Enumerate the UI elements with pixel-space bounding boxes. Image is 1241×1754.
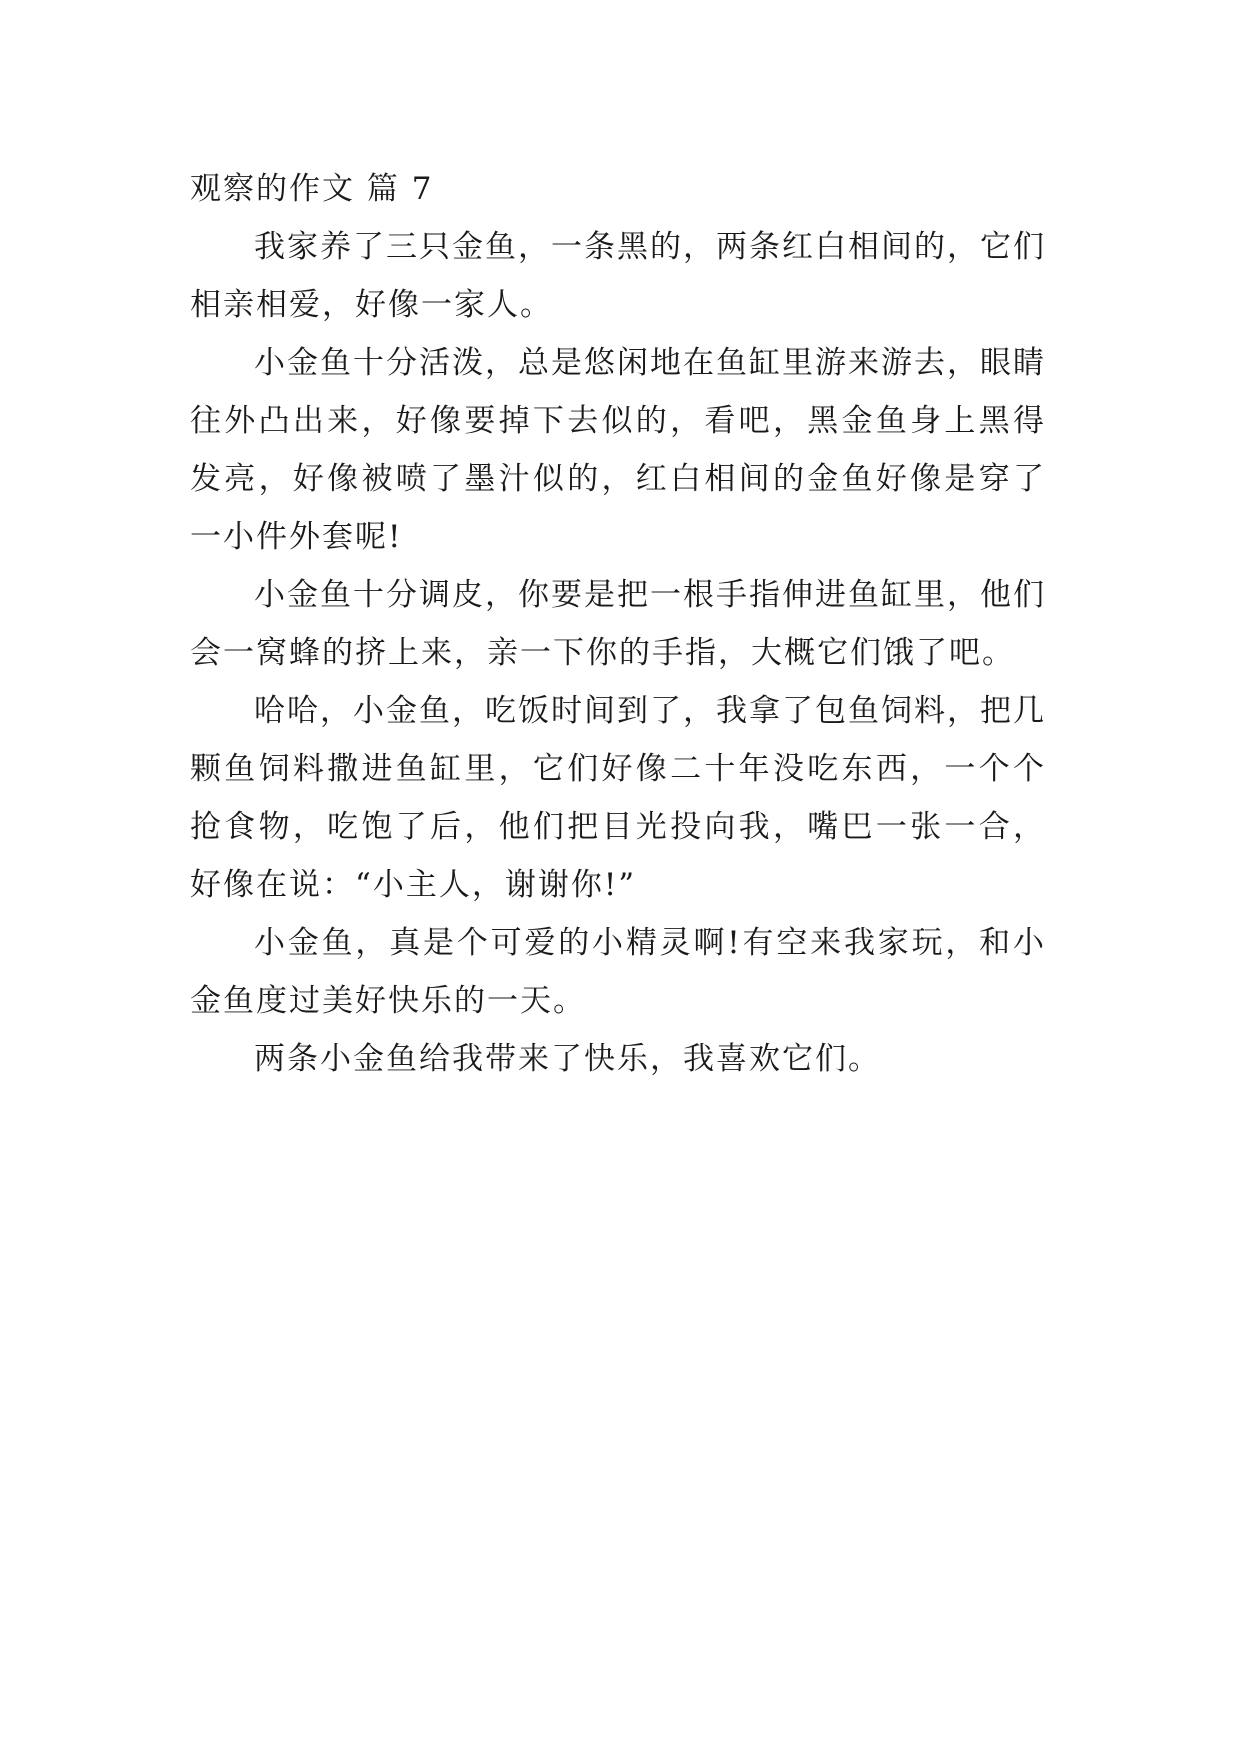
document-body — [190, 160, 1046, 1088]
paragraph-6: 两条小金鱼给我带来了快乐，我喜欢它们。 — [254, 1041, 881, 1077]
paragraph-5: 小金鱼，真是个可爱的小精灵啊!有空来我家玩，和小金鱼度过美好快乐的一天。 — [190, 925, 1046, 1019]
document-title: 观察的作文 篇 7 — [190, 171, 434, 207]
paragraph-3: 小金鱼十分调皮，你要是把一根手指伸进鱼缸里，他们会一窝蜂的挤上来，亲一下你的手指，大概它们饿了吧。 — [190, 577, 1046, 671]
paragraph-4: 哈哈，小金鱼，吃饭时间到了，我拿了包鱼饲料，把几颗鱼饲料撒进鱼缸里，它们好像二十年没吃东西，一个个抢食物，吃饱了后，他们把目光投向我，嘴巴一张一合，好像在说：“小主人，谢谢你!” — [190, 693, 1046, 903]
paragraph-2: 小金鱼十分活泼，总是悠闲地在鱼缸里游来游去，眼睛往外凸出来，好像要掉下去似的，看吧，黑金鱼身上黑得发亮，好像被喷了墨汁似的，红白相间的金鱼好像是穿了一小件外套呢! — [190, 345, 1046, 555]
paragraph-1: 我家养了三只金鱼，一条黑的，两条红白相间的，它们相亲相爱，好像一家人。 — [190, 229, 1046, 323]
